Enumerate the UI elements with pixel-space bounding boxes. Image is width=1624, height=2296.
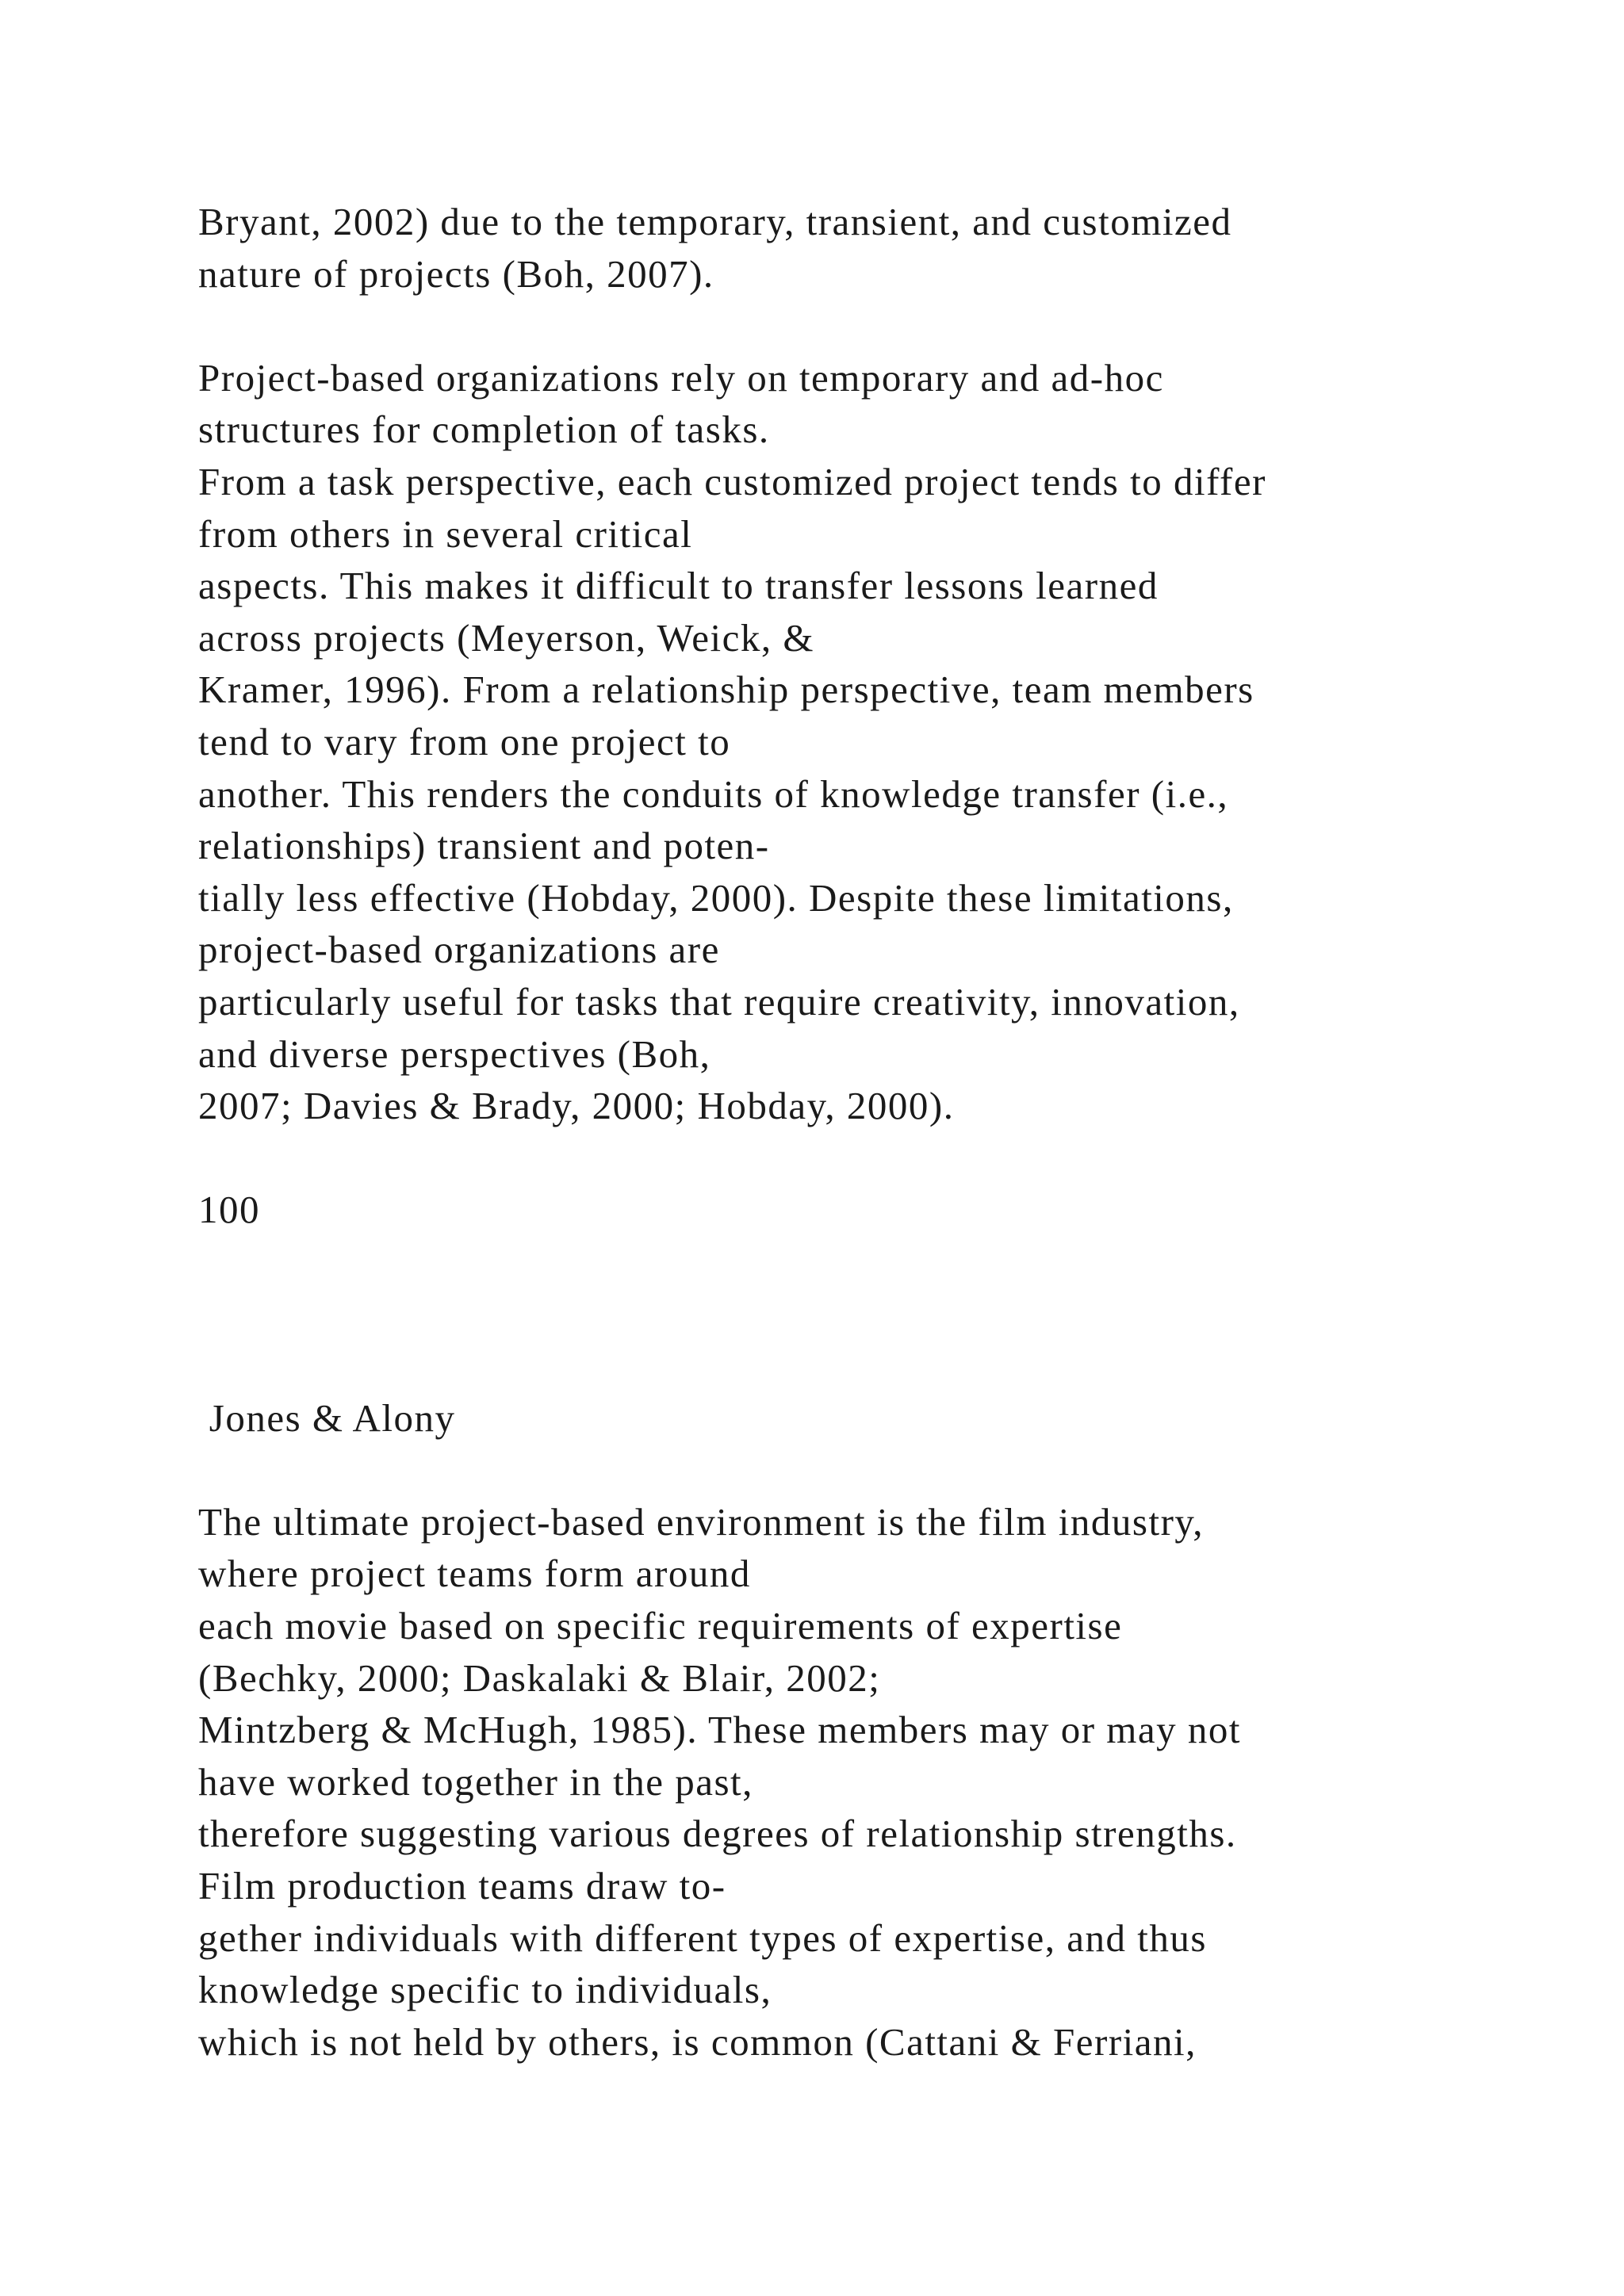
text-line: 2007; Davies & Brady, 2000; Hobday, 2000). bbox=[198, 1084, 955, 1128]
text-line: from others in several critical bbox=[198, 511, 693, 556]
text-line: therefore suggesting various degrees of relationship strengths. bbox=[198, 1812, 1237, 1856]
text-line: across projects (Meyerson, Weick, & bbox=[198, 615, 814, 660]
blank-line bbox=[198, 1288, 1546, 1340]
blank-line bbox=[198, 1340, 1546, 1392]
blank-line bbox=[198, 300, 1546, 352]
text-line: and diverse perspectives (Boh, bbox=[198, 1031, 711, 1076]
paragraph-continuation bbox=[198, 196, 1546, 300]
text-line: tend to vary from one project to bbox=[198, 719, 731, 763]
text-line: Kramer, 1996). From a relationship perspective, team members bbox=[198, 668, 1254, 712]
text-line: gether individuals with different types of expertise, and thus bbox=[198, 1915, 1207, 1960]
text-line: Project-based organizations rely on temporary and ad-hoc bbox=[198, 355, 1164, 400]
text-line: aspects. This makes it difficult to transfer lessons learned bbox=[198, 564, 1159, 608]
text-line: another. This renders the conduits of knowledge transfer (i.e., bbox=[198, 771, 1229, 816]
paragraph-project-based-organizations bbox=[198, 352, 1546, 1132]
text-line: (Bechky, 2000; Daskalaki & Blair, 2002; bbox=[198, 1655, 881, 1700]
text-line: each movie based on specific requirements of expertise bbox=[198, 1604, 1123, 1648]
text-line: structures for completion of tasks. bbox=[198, 408, 770, 452]
text-line: where project teams form around bbox=[198, 1552, 751, 1596]
blank-line bbox=[198, 1444, 1546, 1496]
text-line: Film production teams draw to- bbox=[198, 1864, 726, 1908]
text-line: Mintzberg & McHugh, 1985). These members may or may not bbox=[198, 1708, 1241, 1752]
text-line: have worked together in the past, bbox=[198, 1759, 753, 1804]
paragraph-film-industry bbox=[198, 1496, 1546, 2068]
text-line: project-based organizations are bbox=[198, 928, 720, 972]
text-line: The ultimate project-based environment is the film industry, bbox=[198, 1499, 1204, 1544]
running-header: Jones & Alony bbox=[198, 1395, 456, 1440]
text-line: which is not held by others, is common (Cattani & Ferriani, bbox=[198, 2019, 1197, 2064]
text-line: nature of projects (Boh, 2007). bbox=[198, 251, 714, 296]
blank-line bbox=[198, 1132, 1546, 1184]
text-line: relationships) transient and poten- bbox=[198, 824, 770, 868]
blank-line bbox=[198, 1236, 1546, 1288]
text-line: tially less effective (Hobday, 2000). Despite these limitations, bbox=[198, 875, 1234, 920]
text-line: knowledge specific to individuals, bbox=[198, 1968, 772, 2012]
text-line: From a task perspective, each customized project tends to differ bbox=[198, 459, 1266, 503]
page-number: 100 bbox=[198, 1188, 260, 1232]
document-body bbox=[198, 196, 1546, 2068]
text-line: Bryant, 2002) due to the temporary, transient, and customized bbox=[198, 200, 1232, 243]
text-line: particularly useful for tasks that require creativity, innovation, bbox=[198, 979, 1240, 1024]
